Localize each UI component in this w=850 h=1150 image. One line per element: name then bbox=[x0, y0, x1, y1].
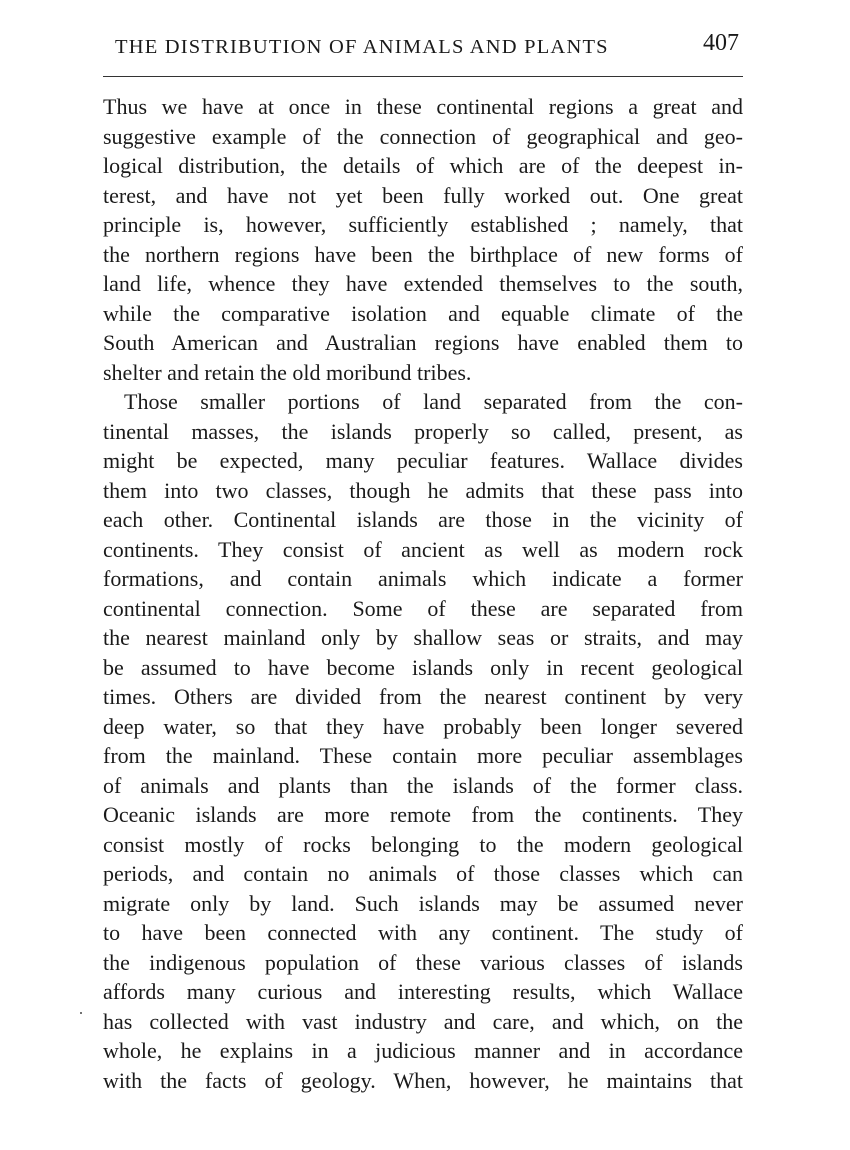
text-line: consist mostly of rocks belonging to the modern geological bbox=[103, 831, 743, 857]
header-rule bbox=[103, 76, 743, 77]
text-line: formations, and contain animals which indicate a former bbox=[103, 566, 743, 591]
body-text bbox=[103, 92, 743, 1095]
text-line: times. Others are divided from the nearest continent by very bbox=[103, 684, 743, 709]
text-line: them into two classes, though he admits that these pass into bbox=[103, 477, 743, 503]
text-line: with the facts of geology. When, however, he maintains that bbox=[103, 1067, 743, 1093]
text-line: be assumed to have become islands only in recent geological bbox=[103, 654, 743, 680]
text-line: to have been connected with any continent. The study of bbox=[103, 920, 743, 945]
text-line: deep water, so that they have probably been longer severed bbox=[103, 713, 743, 739]
text-line: migrate only by land. Such islands may be assumed never bbox=[103, 890, 743, 916]
text-line: of animals and plants than the islands of the former class. bbox=[103, 772, 743, 798]
text-line: logical distribution, the details of which are of the deepest in- bbox=[103, 153, 743, 178]
text-line: the nearest mainland only by shallow seas or straits, and may bbox=[103, 625, 743, 650]
text-line: periods, and contain no animals of those classes which can bbox=[103, 861, 743, 886]
page-number: 407 bbox=[703, 30, 739, 56]
text-line: the northern regions have been the birthplace of new forms of bbox=[103, 241, 743, 267]
text-line: Those smaller portions of land separated from the con- bbox=[124, 389, 743, 414]
text-line: has collected with vast industry and care, and which, on the bbox=[103, 1008, 743, 1034]
running-title: THE DISTRIBUTION OF ANIMALS AND PLANTS bbox=[115, 36, 609, 58]
text-line: the indigenous population of these various classes of islands bbox=[103, 949, 743, 975]
text-line: Thus we have at once in these continental regions a great and bbox=[103, 94, 743, 119]
paragraph-1 bbox=[103, 92, 743, 387]
text-line: principle is, however, sufficiently established ; namely, that bbox=[103, 212, 743, 237]
margin-speck bbox=[80, 1012, 82, 1014]
text-line: from the mainland. These contain more peculiar assemblages bbox=[103, 743, 743, 768]
text-line: continents. They consist of ancient as well as modern rock bbox=[103, 536, 743, 562]
text-line: might be expected, many peculiar features. Wallace divides bbox=[103, 448, 743, 473]
text-line: continental connection. Some of these are separated from bbox=[103, 595, 743, 621]
text-line: South American and Australian regions have enabled them to bbox=[103, 330, 743, 355]
text-line: shelter and retain the old moribund tribes. bbox=[103, 359, 472, 385]
running-head bbox=[103, 30, 743, 60]
text-line: tinental masses, the islands properly so called, present, as bbox=[103, 418, 743, 444]
paragraph-2 bbox=[103, 387, 743, 1095]
text-line: terest, and have not yet been fully worked out. One great bbox=[103, 182, 743, 208]
text-line: while the comparative isolation and equable climate of the bbox=[103, 300, 743, 326]
text-line: Oceanic islands are more remote from the continents. They bbox=[103, 802, 743, 827]
text-line: affords many curious and interesting results, which Wallace bbox=[103, 979, 743, 1004]
text-line: whole, he explains in a judicious manner and in accordance bbox=[103, 1038, 743, 1063]
text-line: each other. Continental islands are those in the vicinity of bbox=[103, 507, 743, 532]
text-line: suggestive example of the connection of geographical and geo- bbox=[103, 123, 743, 149]
text-line: land life, whence they have extended themselves to the south, bbox=[103, 271, 743, 296]
